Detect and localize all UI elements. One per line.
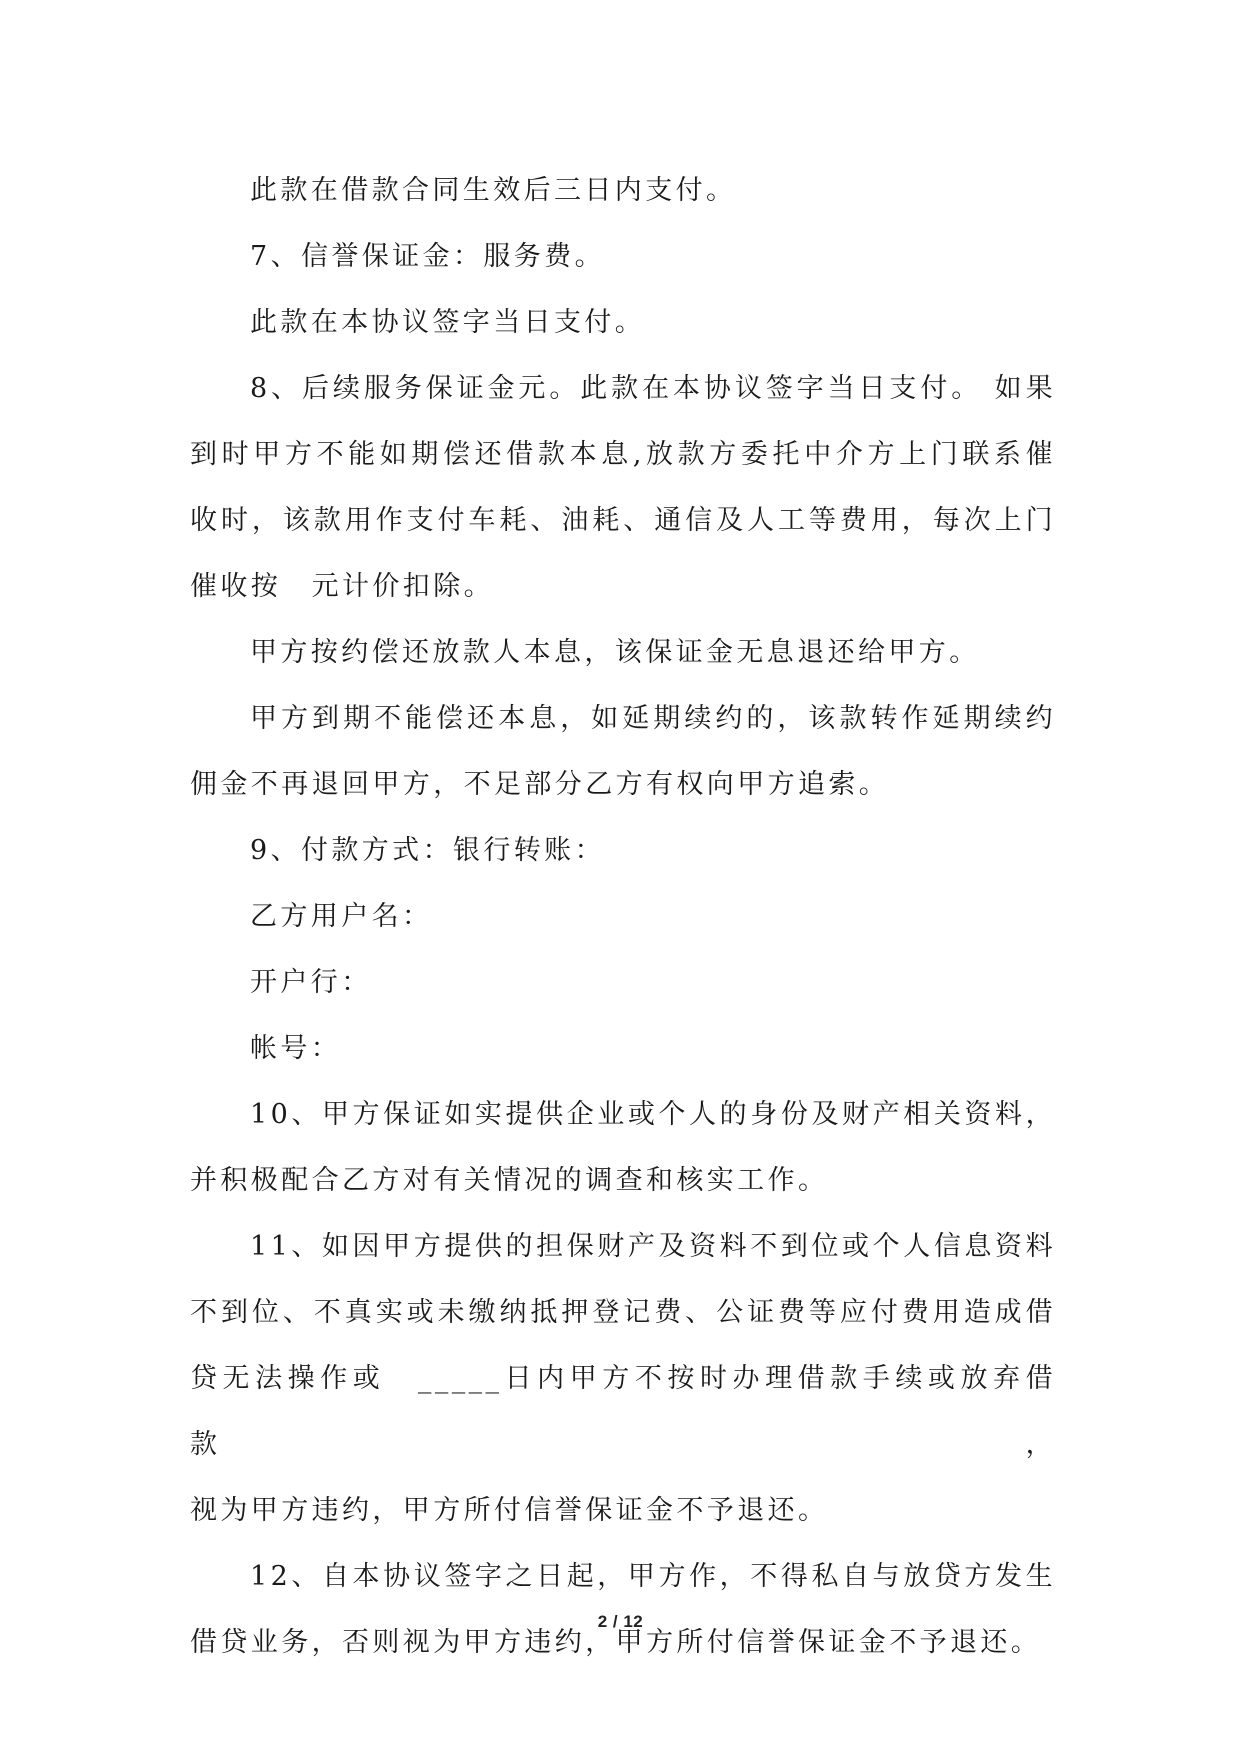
paragraph-line: 佣金不再退回甲方，不足部分乙方有权向甲方追索。: [190, 769, 890, 800]
paragraph-line: 收时，该款用作支付车耗、油耗、通信及人工等费用，每次上门: [190, 505, 1056, 536]
paragraph: [190, 950, 1056, 1016]
paragraph-line: 不到位、不真实或未缴纳抵押登记费、公证费等应付费用造成借: [190, 1297, 1056, 1328]
paragraph-line: 此款在本协议签字当日支付。: [250, 307, 646, 338]
document-body: [190, 158, 1056, 1676]
paragraph-line: 贷无法操作或 _____日内甲方不按时办理借款手续或放弃借款，: [190, 1363, 1056, 1460]
paragraph-line: 此款在借款合同生效后三日内支付。: [250, 175, 737, 206]
page-number: 2 / 12: [597, 1612, 644, 1631]
paragraph: [190, 1214, 1056, 1544]
paragraph: [190, 290, 1056, 356]
paragraph: [190, 884, 1056, 950]
paragraph-line: 借贷业务，否则视为甲方违约，甲方所付信誉保证金不予退还。: [190, 1627, 1042, 1658]
paragraph: [190, 356, 1056, 620]
paragraph: [190, 818, 1056, 884]
paragraph-line: 开户行：: [250, 967, 372, 998]
paragraph: [190, 1082, 1056, 1214]
paragraph-line: 甲方按约偿还放款人本息，该保证金无息退还给甲方。: [250, 637, 980, 668]
paragraph: [190, 224, 1056, 290]
paragraph-line: 10、甲方保证如实提供企业或个人的身份及财产相关资料，: [250, 1099, 1056, 1130]
paragraph-line: 到时甲方不能如期偿还借款本息,放款方委托中介方上门联系催: [190, 439, 1056, 470]
paragraph-line: 乙方用户名：: [250, 901, 433, 932]
paragraph: [190, 158, 1056, 224]
paragraph-line: 催收按 元计价扣除。: [190, 571, 494, 602]
paragraph-line: 12、自本协议签字之日起，甲方作，不得私自与放贷方发生: [250, 1561, 1056, 1592]
paragraph: [190, 1016, 1056, 1082]
paragraph: [190, 1544, 1056, 1676]
paragraph-line: 并积极配合乙方对有关情况的调查和核实工作。: [190, 1165, 829, 1196]
paragraph: [190, 686, 1056, 818]
paragraph-line: 7、信誉保证金：服务费。: [250, 241, 605, 272]
paragraph: [190, 620, 1056, 686]
paragraph-line: 8、后续服务保证金元。此款在本协议签字当日支付。 如果: [250, 373, 1056, 404]
paragraph-line: 甲方到期不能偿还本息，如延期续约的，该款转作延期续约: [250, 703, 1056, 734]
paragraph-line: 9、付款方式：银行转账：: [250, 835, 605, 866]
paragraph-line: 11、如因甲方提供的担保财产及资料不到位或个人信息资料: [250, 1231, 1056, 1262]
paragraph-line: 视为甲方违约，甲方所付信誉保证金不予退还。: [190, 1495, 829, 1526]
paragraph-line: 帐号：: [250, 1033, 342, 1064]
